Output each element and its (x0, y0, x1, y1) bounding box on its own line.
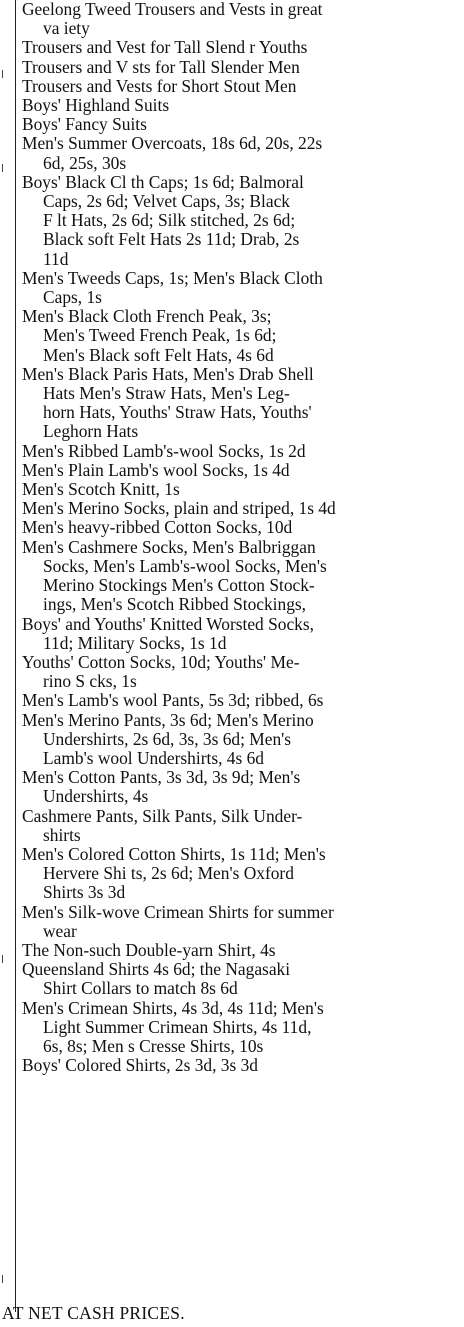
price-list-item (22, 1056, 462, 1075)
entry-line: Boys' Fancy Suits (22, 114, 147, 135)
margin-mark (2, 164, 3, 172)
entry-line: Boys' and Youths' Knitted Worsted Socks, (22, 613, 314, 634)
entry-line: 6d, 25s, 30s (43, 152, 127, 173)
price-list-item (22, 480, 462, 499)
entry-line: Undershirts, 4s (43, 786, 149, 807)
entry-line: Men's Merino Socks, plain and striped, 1s 4d (22, 498, 336, 519)
margin-mark (2, 70, 3, 78)
price-list-item (22, 653, 462, 691)
price-list-item (22, 134, 462, 172)
price-list-item (22, 999, 462, 1057)
entry-line: rino S cks, 1s (43, 671, 137, 692)
entry-line: Men's Tweed French Peak, 1s 6d; (43, 325, 277, 346)
price-list-item (22, 807, 462, 845)
entry-line: Queensland Shirts 4s 6d; the Nagasaki (22, 959, 291, 980)
price-list-item (22, 38, 462, 57)
price-list-item (22, 518, 462, 537)
price-list-item (22, 58, 462, 77)
entry-line: Hervere Shi ts, 2s 6d; Men's Oxford (43, 863, 294, 884)
entry-line: Shirts 3s 3d (43, 882, 126, 903)
entry-line: 11d (43, 248, 69, 269)
entry-line: 11d; Military Socks, 1s 1d (43, 632, 227, 653)
price-list-item (22, 77, 462, 96)
entry-line: Men's Tweeds Caps, 1s; Men's Black Cloth (22, 267, 323, 288)
price-list-item (22, 903, 462, 941)
entry-line: Men's Lamb's wool Pants, 5s 3d; ribbed, 6s (22, 690, 324, 711)
entry-line: Men's Black soft Felt Hats, 4s 6d (43, 344, 274, 365)
entry-line: The Non-such Double-yarn Shirt, 4s (22, 939, 276, 960)
entry-line: Trousers and Vest for Tall Slend r Youths (22, 37, 308, 58)
entry-line: Geelong Tweed Trousers and Vests in great (22, 0, 323, 19)
entry-line: Boys' Black Cl th Caps; 1s 6d; Balmoral (22, 171, 304, 192)
entry-line: Undershirts, 2s 6d, 3s, 3s 6d; Men's (43, 728, 292, 749)
price-list-item (22, 941, 462, 960)
entry-line: F lt Hats, 2s 6d; Silk stitched, 2s 6d; (43, 210, 296, 231)
entry-line: Youths' Cotton Socks, 10d; Youths' Me- (22, 651, 300, 672)
price-list-item (22, 307, 462, 365)
price-list-item (22, 115, 462, 134)
price-list-item (22, 365, 462, 442)
margin-mark (2, 1275, 3, 1283)
entry-line: Trousers and V sts for Tall Slender Men (22, 56, 300, 77)
price-list-item (22, 960, 462, 998)
entry-line: Men's Cashmere Socks, Men's Balbriggan (22, 536, 316, 557)
entry-line: Men's heavy-ribbed Cotton Socks, 10d (22, 517, 293, 538)
entry-line: Men's Ribbed Lamb's-wool Socks, 1s 2d (22, 440, 306, 461)
column-rule (15, 0, 16, 1312)
entry-line: va iety (43, 18, 90, 39)
price-list-item (22, 768, 462, 806)
entry-line: shirts (43, 824, 81, 845)
price-list-item (22, 461, 462, 480)
entry-line: Boys' Colored Shirts, 2s 3d, 3s 3d (22, 1055, 258, 1076)
entry-line: Caps, 1s (43, 287, 102, 308)
price-list-item (22, 538, 462, 615)
price-list-item (22, 173, 462, 269)
entry-line: Black soft Felt Hats 2s 11d; Drab, 2s (43, 229, 300, 250)
entry-line: Men's Black Paris Hats, Men's Drab Shell (22, 363, 314, 384)
entry-line: wear (43, 920, 77, 941)
entry-line: Leghorn Hats (43, 421, 139, 442)
entry-line: Trousers and Vests for Short Stout Men (22, 75, 297, 96)
entry-line: Caps, 2s 6d; Velvet Caps, 3s; Black (43, 191, 291, 212)
price-list-item (22, 711, 462, 769)
entry-line: Men's Silk-wove Crimean Shirts for summer (22, 901, 334, 922)
entry-line: Men's Cotton Pants, 3s 3d, 3s 9d; Men's (22, 767, 301, 788)
price-list-item (22, 615, 462, 653)
entry-line: Men's Scotch Knitt, 1s (22, 479, 180, 500)
price-list (22, 0, 462, 1075)
entry-line: Cashmere Pants, Silk Pants, Silk Under- (22, 805, 303, 826)
price-list-item (22, 269, 462, 307)
price-list-item (22, 442, 462, 461)
entry-line: Men's Crimean Shirts, 4s 3d, 4s 11d; Men's (22, 997, 324, 1018)
entry-line: Shirt Collars to match 8s 6d (43, 978, 238, 999)
margin-mark (2, 955, 3, 963)
entry-line: Boys' Highland Suits (22, 95, 170, 116)
entry-line: Merino Stockings Men's Cotton Stock- (43, 575, 315, 596)
entry-line: horn Hats, Youths' Straw Hats, Youths' (43, 402, 312, 423)
entry-line: ings, Men's Scotch Ribbed Stockings, (43, 594, 307, 615)
entry-line: Light Summer Crimean Shirts, 4s 11d, (43, 1016, 312, 1037)
entry-line: 6s, 8s; Men s Cresse Shirts, 10s (43, 1035, 264, 1056)
entry-line: Men's Summer Overcoats, 18s 6d, 20s, 22s (22, 133, 323, 154)
entry-line: Men's Plain Lamb's wool Socks, 1s 4d (22, 459, 290, 480)
price-list-item (22, 691, 462, 710)
entry-line: Lamb's wool Undershirts, 4s 6d (43, 747, 264, 768)
entry-line: Men's Colored Cotton Shirts, 1s 11d; Men's (22, 843, 326, 864)
entry-line: Men's Merino Pants, 3s 6d; Men's Merino (22, 709, 314, 730)
price-list-item (22, 845, 462, 903)
price-list-item (22, 0, 462, 38)
footer-line: AT NET CASH PRICES. (2, 1303, 185, 1323)
entry-line: Hats Men's Straw Hats, Men's Leg- (43, 383, 290, 404)
price-list-item (22, 96, 462, 115)
entry-line: Men's Black Cloth French Peak, 3s; (22, 306, 272, 327)
price-list-item (22, 499, 462, 518)
entry-line: Socks, Men's Lamb's-wool Socks, Men's (43, 555, 327, 576)
